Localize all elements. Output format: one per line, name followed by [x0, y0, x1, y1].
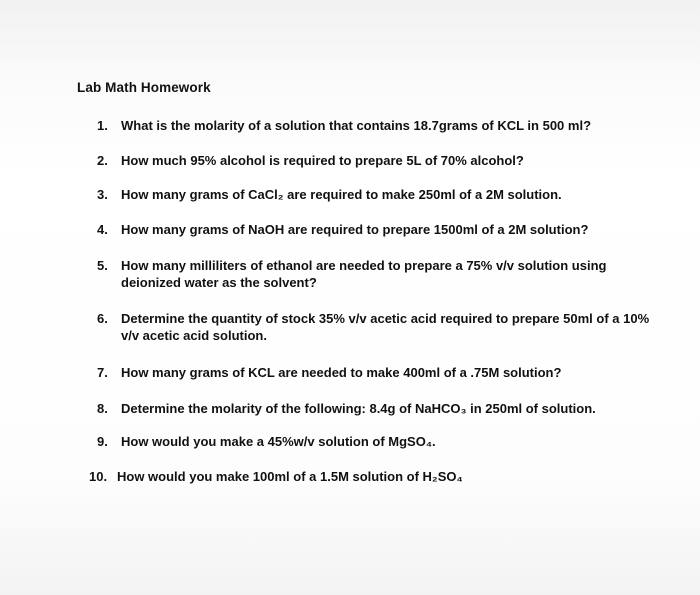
- question-item: [97, 117, 657, 134]
- question-item: [97, 310, 655, 344]
- question-number: 9.: [97, 434, 108, 449]
- question-item: [97, 221, 657, 238]
- question-number: 7.: [97, 365, 108, 380]
- question-text: Determine the quantity of stock 35% v/v acetic acid required to prepare 50ml of a 10% v/v acetic acid solution.: [121, 311, 650, 343]
- document-title: Lab Math Homework: [77, 80, 211, 95]
- question-text: How much 95% alcohol is required to prepare 5L of 70% alcohol?: [121, 153, 524, 168]
- question-item: [97, 433, 657, 450]
- question-item: [97, 364, 657, 381]
- question-number: 6.: [97, 311, 108, 326]
- question-number: 1.: [97, 118, 108, 133]
- question-item: [89, 468, 657, 485]
- question-number: 3.: [97, 187, 108, 202]
- question-text: How would you make 100ml of a 1.5M solution of H₂SO₄: [117, 469, 463, 484]
- question-number: 5.: [97, 258, 108, 273]
- question-text: How many grams of KCL are needed to make 400ml of a .75M solution?: [121, 365, 562, 380]
- question-text: How would you make a 45%w/v solution of MgSO₄.: [121, 434, 436, 449]
- question-text: How many milliliters of ethanol are needed to prepare a 75% v/v solution using deionized water as the solvent?: [121, 258, 607, 290]
- question-item: [97, 400, 657, 417]
- question-text: How many grams of CaCl₂ are required to make 250ml of a 2M solution.: [121, 187, 562, 202]
- question-number: 8.: [97, 401, 108, 416]
- question-number: 10.: [89, 469, 108, 484]
- question-text: What is the molarity of a solution that contains 18.7grams of KCL in 500 ml?: [121, 118, 592, 133]
- question-item: [97, 186, 657, 203]
- question-item: [97, 152, 657, 169]
- question-number: 4.: [97, 222, 108, 237]
- question-text: How many grams of NaOH are required to prepare 1500ml of a 2M solution?: [121, 222, 589, 237]
- question-text: Determine the molarity of the following: 8.4g of NaHCO₃ in 250ml of solution.: [121, 401, 596, 416]
- question-item: [97, 257, 637, 291]
- question-number: 2.: [97, 153, 108, 168]
